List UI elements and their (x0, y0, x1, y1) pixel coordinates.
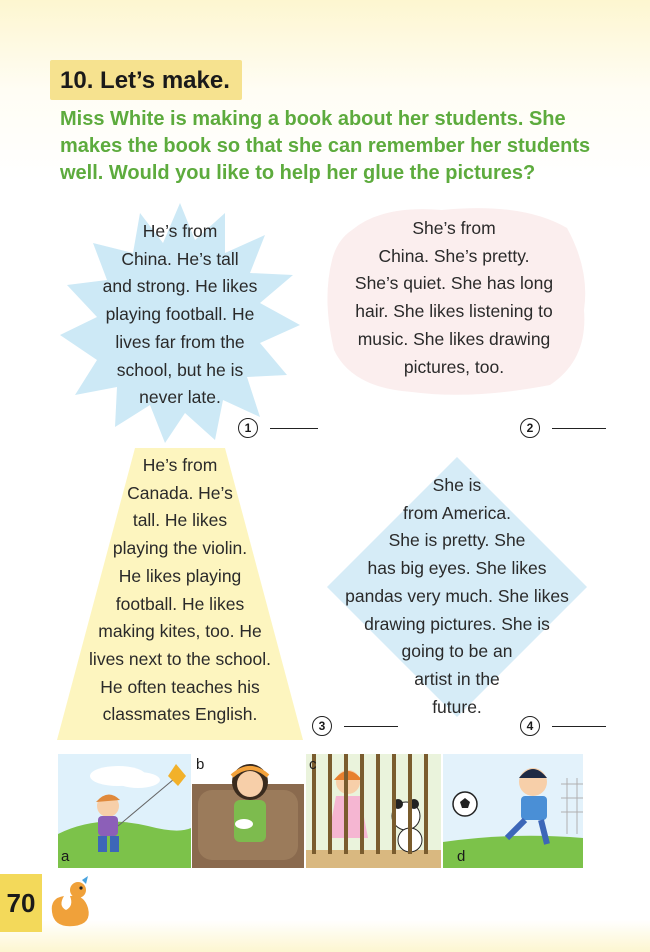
answer-number-2: 2 (520, 418, 540, 438)
card-3-line: football. He likes (115, 593, 245, 614)
card-2-line: pictures, too. (403, 356, 505, 377)
squirrel-icon (44, 876, 96, 932)
answer-line-2 (552, 428, 606, 429)
card-3-line: tall. He likes (132, 510, 228, 531)
card-1-line: lives far from the (115, 331, 245, 352)
answer-blank-4[interactable] (520, 716, 606, 736)
card-1-line: and strong. He likes (102, 276, 258, 297)
card-3-line: classmates English. (102, 704, 258, 725)
card-4-line: drawing pictures. She is (364, 613, 550, 634)
card-4-line: going to be an (401, 641, 513, 662)
card-1-line: never late. (139, 387, 221, 408)
card-4-line: She is (432, 475, 482, 495)
card-2-line: hair. She likes listening to (355, 301, 553, 322)
card-3-line: He’s from (142, 455, 218, 475)
card-3-line: making kites, too. He (98, 621, 262, 642)
kite-boy-illustration (58, 754, 191, 868)
picture-b[interactable] (192, 754, 304, 868)
intro-line-3: well. Would you like to help her glue the pictures? (60, 162, 536, 184)
picture-label-a: a (61, 848, 70, 865)
card-3-line: He often teaches his (100, 676, 260, 697)
card-2-line: She’s from (412, 218, 496, 238)
card-1-text (80, 218, 280, 412)
card-1-line: school, but he is (116, 359, 244, 380)
card-4-line: from America. (403, 502, 511, 523)
intro-line-2: makes the book so that she can remember her students (60, 135, 591, 157)
card-2-text (334, 215, 574, 381)
card-1-line: playing football. He (105, 304, 255, 325)
card-4-line: artist in the (414, 668, 500, 689)
answer-line-1 (270, 428, 318, 429)
picture-a[interactable] (58, 754, 191, 868)
card-4-line: She is pretty. She (388, 530, 526, 551)
picture-d[interactable] (443, 754, 583, 868)
girl-sofa-illustration (192, 754, 304, 868)
section-title: 10. Let’s make. (60, 67, 230, 94)
card-4-line: future. (432, 696, 482, 717)
answer-number-3: 3 (312, 716, 332, 736)
card-1-line: China. He’s tall (121, 248, 239, 269)
card-3-line: lives next to the school. (89, 648, 271, 669)
answer-blank-2[interactable] (520, 418, 606, 438)
card-4-line: has big eyes. She likes (367, 558, 547, 579)
answer-blank-1[interactable] (238, 418, 318, 438)
picture-label-d: d (457, 848, 466, 865)
picture-label-c: c (309, 756, 317, 773)
card-3-line: playing the violin. (112, 538, 248, 559)
answer-line-3 (344, 726, 398, 727)
page-number: 70 (0, 874, 42, 932)
panda-zoo-illustration (306, 754, 441, 868)
card-4-text (332, 472, 582, 721)
picture-c[interactable] (306, 754, 441, 868)
intro-text (60, 106, 600, 187)
card-3-line: Canada. He’s (127, 482, 233, 503)
card-3-line: He likes playing (118, 565, 242, 586)
footer-band (0, 920, 650, 952)
card-3-text (60, 452, 300, 729)
card-4-line: pandas very much. She likes (345, 585, 569, 606)
intro-line-1: Miss White is making a book about her students. She (60, 108, 566, 130)
card-2-line: She’s quiet. She has long (354, 273, 554, 294)
answer-number-1: 1 (238, 418, 258, 438)
picture-label-b: b (196, 756, 205, 773)
card-2-line: music. She likes drawing (357, 328, 551, 349)
answer-number-4: 4 (520, 716, 540, 736)
card-2-line: China. She’s pretty. (378, 245, 530, 266)
answer-line-4 (552, 726, 606, 727)
card-1-line: He’s from (142, 221, 218, 241)
